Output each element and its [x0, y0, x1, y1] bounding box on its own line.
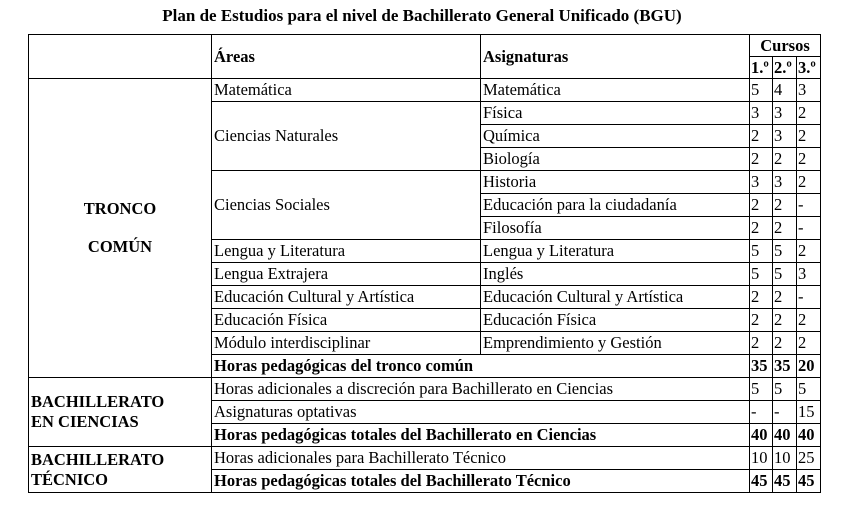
- course-2-value: 5: [773, 378, 797, 401]
- table-row: [29, 79, 821, 102]
- course-2-value: 3: [773, 125, 797, 148]
- course-3-value: 3: [797, 79, 821, 102]
- subject-cell: Lengua y Literatura: [481, 240, 750, 263]
- course-2-value: 5: [773, 263, 797, 286]
- course-3-value: -: [797, 217, 821, 240]
- subject-cell: Filosofía: [481, 217, 750, 240]
- group-bachillerato-tecnico: [29, 447, 212, 493]
- course-2-total: 35: [773, 355, 797, 378]
- course-2-value: 2: [773, 309, 797, 332]
- group-tronco-line2: COMÚN: [87, 237, 153, 256]
- course-2-value: 2: [773, 332, 797, 355]
- course-3-value: 15: [797, 401, 821, 424]
- group-tronco-line1: TRONCO: [83, 199, 157, 218]
- subject-cell: Física: [481, 102, 750, 125]
- course-2-value: 2: [773, 148, 797, 171]
- course-3-value: 2: [797, 332, 821, 355]
- header-cursos: Cursos: [750, 35, 821, 57]
- course-1-value: 2: [750, 309, 773, 332]
- course-3-value: 5: [797, 378, 821, 401]
- course-2-value: 3: [773, 171, 797, 194]
- area-cultural-artistica: Educación Cultural y Artística: [212, 286, 481, 309]
- course-2-value: 5: [773, 240, 797, 263]
- course-1-value: 5: [750, 79, 773, 102]
- table-row: [29, 378, 821, 401]
- header-course-2: 2.º: [773, 57, 797, 79]
- ciencias-row-label: Asignaturas optativas: [212, 401, 750, 424]
- subject-cell: Educación Física: [481, 309, 750, 332]
- header-course-1: 1.º: [750, 57, 773, 79]
- area-matematica: Matemática: [212, 79, 481, 102]
- course-3-value: 2: [797, 171, 821, 194]
- course-1-value: 5: [750, 263, 773, 286]
- subject-cell: Historia: [481, 171, 750, 194]
- course-2-value: 4: [773, 79, 797, 102]
- header-row: [29, 35, 821, 57]
- subject-cell: Matemática: [481, 79, 750, 102]
- course-1-value: 10: [750, 447, 773, 470]
- course-2-total: 40: [773, 424, 797, 447]
- course-1-value: 3: [750, 102, 773, 125]
- header-asignaturas: Asignaturas: [481, 35, 750, 79]
- course-3-value: -: [797, 286, 821, 309]
- course-3-total: 40: [797, 424, 821, 447]
- area-lengua-literatura: Lengua y Literatura: [212, 240, 481, 263]
- course-1-total: 35: [750, 355, 773, 378]
- course-1-value: -: [750, 401, 773, 424]
- course-3-value: 3: [797, 263, 821, 286]
- tecnico-total-label: Horas pedagógicas totales del Bachillerato Técnico: [212, 470, 750, 493]
- tronco-total-label: Horas pedagógicas del tronco común: [212, 355, 750, 378]
- tecnico-row-label: Horas adicionales para Bachillerato Técnico: [212, 447, 750, 470]
- course-2-value: 2: [773, 217, 797, 240]
- course-1-value: 5: [750, 378, 773, 401]
- course-1-value: 2: [750, 125, 773, 148]
- course-3-value: 2: [797, 240, 821, 263]
- header-empty-cell: [29, 35, 212, 79]
- course-3-total: 45: [797, 470, 821, 493]
- course-3-value: 2: [797, 309, 821, 332]
- course-1-value: 3: [750, 171, 773, 194]
- course-2-value: 3: [773, 102, 797, 125]
- course-2-value: 10: [773, 447, 797, 470]
- course-1-value: 2: [750, 148, 773, 171]
- area-modulo-interdisciplinar: Módulo interdisciplinar: [212, 332, 481, 355]
- header-course-3: 3.º: [797, 57, 821, 79]
- course-1-value: 2: [750, 332, 773, 355]
- course-3-value: 2: [797, 148, 821, 171]
- course-1-value: 5: [750, 240, 773, 263]
- area-ciencias-naturales: Ciencias Naturales: [212, 102, 481, 171]
- group-bachillerato-ciencias: [29, 378, 212, 447]
- course-1-value: 2: [750, 194, 773, 217]
- subject-cell: Inglés: [481, 263, 750, 286]
- course-2-total: 45: [773, 470, 797, 493]
- page-title: Plan de Estudios para el nivel de Bachillerato General Unificado (BGU): [162, 6, 682, 25]
- course-3-value: 25: [797, 447, 821, 470]
- group-ciencias-line2: EN CIENCIAS: [31, 412, 139, 431]
- course-2-value: -: [773, 401, 797, 424]
- ciencias-total-label: Horas pedagógicas totales del Bachillerato en Ciencias: [212, 424, 750, 447]
- area-lengua-extranjera: Lengua Extrajera: [212, 263, 481, 286]
- group-tronco-comun: [29, 79, 212, 378]
- course-2-value: 2: [773, 194, 797, 217]
- course-1-total: 45: [750, 470, 773, 493]
- subject-cell: Educación para la ciudadanía: [481, 194, 750, 217]
- course-3-value: -: [797, 194, 821, 217]
- table-row: [29, 447, 821, 470]
- curriculum-table: [28, 34, 821, 493]
- group-tecnico-line1: BACHILLERATO: [31, 449, 165, 469]
- course-1-value: 2: [750, 286, 773, 309]
- group-ciencias-line1: BACHILLERATO: [31, 392, 165, 411]
- area-ciencias-sociales: Ciencias Sociales: [212, 171, 481, 240]
- group-tecnico-line2: TÉCNICO: [31, 469, 109, 489]
- subject-cell: Química: [481, 125, 750, 148]
- area-educacion-fisica: Educación Física: [212, 309, 481, 332]
- course-3-value: 2: [797, 125, 821, 148]
- course-1-value: 2: [750, 217, 773, 240]
- ciencias-row-label: Horas adicionales a discreción para Bachillerato en Ciencias: [212, 378, 750, 401]
- subject-cell: Emprendimiento y Gestión: [481, 332, 750, 355]
- course-1-total: 40: [750, 424, 773, 447]
- subject-cell: Educación Cultural y Artística: [481, 286, 750, 309]
- course-2-value: 2: [773, 286, 797, 309]
- header-areas: Áreas: [212, 35, 481, 79]
- course-3-value: 2: [797, 102, 821, 125]
- subject-cell: Biología: [481, 148, 750, 171]
- course-3-total: 20: [797, 355, 821, 378]
